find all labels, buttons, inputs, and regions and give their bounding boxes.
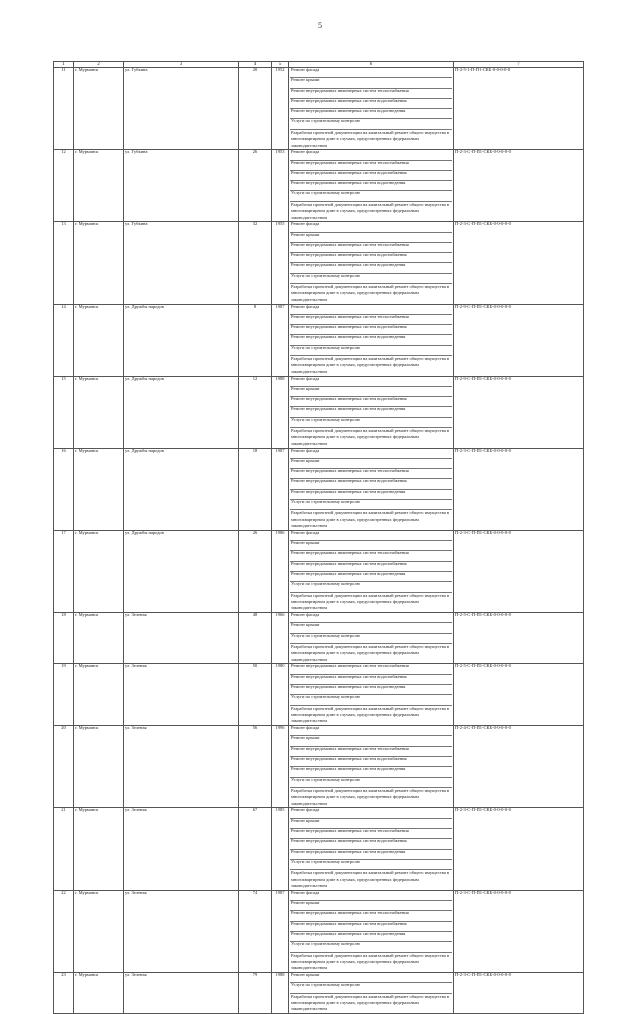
code-cell: П-2-5-С-П-П1-СКБ-0-0-0-0-0 <box>454 613 584 664</box>
year-cell: 1966 <box>272 613 289 664</box>
work-item: Ремонт внутридомовых инженерных систем водоотведения <box>290 181 452 191</box>
work-item: Услуги по строительному контролю <box>290 119 452 129</box>
table-row <box>54 808 584 890</box>
work-item: Услуги по строительному контролю <box>290 274 452 284</box>
work-item: Ремонт внутридомовых инженерных систем водоснабжения <box>290 325 452 335</box>
work-item: Ремонт фасада <box>290 531 452 541</box>
city-cell: г. Мурманск <box>74 808 124 890</box>
house-number-cell: 20 <box>239 68 272 150</box>
column-header: 2 <box>74 62 124 68</box>
work-item: Ремонт внутридомовых инженерных систем водоснабжения <box>290 757 452 767</box>
year-cell: 1952 <box>272 68 289 150</box>
work-item: Ремонт крыши <box>290 819 452 829</box>
column-header: 7 <box>454 62 584 68</box>
work-item: Разработка проектной документации на капитальный ремонт общего имущества в многоквартирном доме в случаях, предусмотренных федеральным законодательством <box>291 592 449 611</box>
work-item: Услуги по строительному контролю <box>290 942 452 952</box>
city-cell: г. Мурманск <box>74 376 124 448</box>
work-item: Разработка проектной документации на капитальный ремонт общего имущества в многоквартирном доме в случаях, предусмотренных федеральным законодательством <box>291 643 449 662</box>
code-cell: П-2-4-С-П-П1-СКБ-0-0-0-0-0 <box>454 726 584 808</box>
house-number-cell: 74 <box>239 890 272 972</box>
year-cell: 1988 <box>272 376 289 448</box>
street-cell: ул. Губкина <box>124 68 239 150</box>
row-number: 13 <box>54 222 74 304</box>
house-number-cell: 50 <box>239 664 272 726</box>
house-number-cell: 8 <box>239 304 272 376</box>
row-number: 14 <box>54 304 74 376</box>
city-cell: г. Мурманск <box>74 726 124 808</box>
work-item: Ремонт фасада <box>290 150 452 160</box>
street-cell: ул. Зеленая <box>124 973 239 1014</box>
street-cell: ул. Зеленая <box>124 613 239 664</box>
work-item: Ремонт внутридомовых инженерных систем теплоснабжения <box>290 243 452 253</box>
work-item: Разработка проектной документации на капитальный ремонт общего имущества в многоквартирном доме в случаях, предусмотренных федеральным законодательством <box>291 705 449 724</box>
code-cell: П-2-3-С-П-П1-СКБ-0-0-0-0-0 <box>454 808 584 890</box>
city-cell: г. Мурманск <box>74 304 124 376</box>
work-item: Услуги по строительному контролю <box>290 191 452 201</box>
work-item: Ремонт внутридомовых инженерных систем водоотведения <box>290 109 452 119</box>
work-item: Ремонт внутридомовых инженерных систем теплоснабжения <box>290 664 452 674</box>
column-header: 4 <box>239 62 272 68</box>
work-item: Ремонт внутридомовых инженерных систем водоснабжения <box>290 99 452 109</box>
year-cell: 1996 <box>272 726 289 808</box>
work-item: Ремонт внутридомовых инженерных систем водоотведения <box>290 335 452 345</box>
work-types-cell <box>289 68 454 150</box>
code-cell: П-2-3-С-П-П1-СКБ-0-0-0-0-0 <box>454 448 584 530</box>
row-number: 11 <box>54 68 74 150</box>
table-row <box>54 222 584 304</box>
work-item: Ремонт фасада <box>290 222 452 232</box>
row-number: 19 <box>54 664 74 726</box>
work-types-cell <box>289 530 454 612</box>
street-cell: ул. Губкина <box>124 150 239 222</box>
city-cell: г. Мурманск <box>74 448 124 530</box>
street-cell: ул. Дружбы народов <box>124 304 239 376</box>
code-cell: П-2-9-С-П-П1-СКБ-0-0-0-0-0 <box>454 376 584 448</box>
city-cell: г. Мурманск <box>74 973 124 1014</box>
work-item: Ремонт крыши <box>290 736 452 746</box>
work-item: Услуги по строительному контролю <box>290 418 452 428</box>
row-number: 23 <box>54 973 74 1014</box>
house-number-cell: 18 <box>239 448 272 530</box>
city-cell: г. Мурманск <box>74 150 124 222</box>
column-header: 6 <box>289 62 454 68</box>
work-item: Услуги по строительному контролю <box>290 500 452 510</box>
work-item: Ремонт фасада <box>290 449 452 459</box>
work-item: Ремонт внутридомовых инженерных систем теплоснабжения <box>290 551 452 561</box>
city-cell: г. Мурманск <box>74 68 124 150</box>
house-number-cell: 56 <box>239 726 272 808</box>
row-number: 17 <box>54 530 74 612</box>
work-item: Ремонт крыши <box>290 78 452 88</box>
work-types-cell <box>289 304 454 376</box>
work-item: Ремонт внутридомовых инженерных систем теплоснабжения <box>290 911 452 921</box>
work-item: Услуги по строительному контролю <box>290 582 452 592</box>
work-item: Ремонт крыши <box>290 233 452 243</box>
code-cell: П-2-3-С-П-П1-СКБ-0-0-0-0-0 <box>454 530 584 612</box>
work-item: Ремонт внутридомовых инженерных систем теплоснабжения <box>290 89 452 99</box>
house-number-cell: 48 <box>239 613 272 664</box>
table-row <box>54 530 584 612</box>
street-cell: ул. Зеленая <box>124 664 239 726</box>
work-item: Ремонт внутридомовых инженерных систем водоснабжения <box>290 479 452 489</box>
code-cell: П-2-5-1-П-П1-СКБ-0-0-0-0-0 <box>454 68 584 150</box>
work-item: Ремонт фасада <box>290 808 452 818</box>
work-item: Ремонт внутридомовых инженерных систем водоснабжения <box>290 171 452 181</box>
work-item: Ремонт внутридомовых инженерных систем водоснабжения <box>290 397 452 407</box>
repair-register-table <box>53 61 584 1014</box>
work-item: Услуги по строительному контролю <box>290 695 452 705</box>
code-cell: П-2-3-С-П-П1-СКБ-0-0-0-0-0 <box>454 890 584 972</box>
work-item: Ремонт фасада <box>290 305 452 315</box>
work-item: Ремонт фасада <box>290 891 452 901</box>
house-number-cell: 26 <box>239 150 272 222</box>
work-item: Ремонт внутридомовых инженерных систем водоотведения <box>290 263 452 273</box>
house-number-cell: 32 <box>239 222 272 304</box>
column-header: 5 <box>272 62 289 68</box>
table-row <box>54 68 584 150</box>
city-cell: г. Мурманск <box>74 890 124 972</box>
house-number-cell: 12 <box>239 376 272 448</box>
work-item: Ремонт фасада <box>290 726 452 736</box>
code-cell: П-2-3-С-П-П1-СКБ-0-0-0-0-0 <box>454 973 584 1014</box>
table-row <box>54 664 584 726</box>
row-number: 18 <box>54 613 74 664</box>
year-cell: 1985 <box>272 808 289 890</box>
city-cell: г. Мурманск <box>74 222 124 304</box>
work-types-cell <box>289 448 454 530</box>
year-cell: 1987 <box>272 448 289 530</box>
street-cell: ул. Дружбы народов <box>124 448 239 530</box>
street-cell: ул. Зеленая <box>124 726 239 808</box>
work-item: Ремонт внутридомовых инженерных систем водоснабжения <box>290 922 452 932</box>
work-item: Ремонт внутридомовых инженерных систем водоотведения <box>290 767 452 777</box>
year-cell: 1987 <box>272 304 289 376</box>
work-item: Ремонт внутридомовых инженерных систем водоотведения <box>290 572 452 582</box>
house-number-cell: 79 <box>239 973 272 1014</box>
table-row <box>54 376 584 448</box>
street-cell: ул. Дружбы народов <box>124 530 239 612</box>
code-cell: П-2-5-С-П-П1-СКБ-0-0-0-0-0 <box>454 664 584 726</box>
work-item: Ремонт крыши <box>290 459 452 469</box>
work-item: Ремонт внутридомовых инженерных систем водоотведения <box>290 932 452 942</box>
work-item: Ремонт внутридомовых инженерных систем водоотведения <box>290 490 452 500</box>
year-cell: 1986 <box>272 530 289 612</box>
work-item: Ремонт внутридомовых инженерных систем теплоснабжения <box>290 469 452 479</box>
work-item: Услуги по строительному контролю <box>290 983 452 993</box>
code-cell: П-2-3-С-П-П1-СКБ-0-0-0-0-0 <box>454 150 584 222</box>
table-row <box>54 973 584 1014</box>
table-row <box>54 726 584 808</box>
row-number: 12 <box>54 150 74 222</box>
city-cell: г. Мурманск <box>74 613 124 664</box>
work-item: Ремонт внутридомовых инженерных систем водоснабжения <box>290 562 452 572</box>
table-row <box>54 304 584 376</box>
work-types-cell <box>289 973 454 1014</box>
page-number: 5 <box>318 21 322 30</box>
work-types-cell <box>289 613 454 664</box>
work-item: Разработка проектной документации на капитальный ремонт общего имущества в многоквартирном доме в случаях, предусмотренных федеральным законодательством <box>291 129 449 148</box>
work-item: Ремонт фасада <box>290 377 452 387</box>
work-types-cell <box>289 664 454 726</box>
work-item: Разработка проектной документации на капитальный ремонт общего имущества в многоквартирном доме в случаях, предусмотренных федеральным законодательством <box>291 201 449 220</box>
work-item: Разработка проектной документации на капитальный ремонт общего имущества в многоквартирном доме в случаях, предусмотренных федеральным законодательством <box>291 870 449 889</box>
work-item: Разработка проектной документации на капитальный ремонт общего имущества в многоквартирном доме в случаях, предусмотренных федеральным законодательством <box>291 284 449 302</box>
row-number: 21 <box>54 808 74 890</box>
work-types-cell <box>289 808 454 890</box>
work-item: Услуги по строительному контролю <box>290 634 452 644</box>
column-header: 1 <box>54 62 74 68</box>
work-item: Услуги по строительному контролю <box>290 860 452 870</box>
table-row <box>54 150 584 222</box>
city-cell: г. Мурманск <box>74 664 124 726</box>
work-item: Разработка проектной документации на капитальный ремонт общего имущества в многоквартирном доме в случаях, предусмотренных федеральным законодательством <box>291 787 449 806</box>
street-cell: ул. Зеленая <box>124 890 239 972</box>
work-item: Ремонт крыши <box>290 387 452 397</box>
year-cell: 1980 <box>272 664 289 726</box>
house-number-cell: 67 <box>239 808 272 890</box>
row-number: 15 <box>54 376 74 448</box>
work-item: Ремонт фасада <box>290 613 452 623</box>
work-item: Разработка проектной документации на капитальный ремонт общего имущества в многоквартирном доме в случаях, предусмотренных федеральным законодательством <box>291 952 449 971</box>
work-types-cell <box>289 726 454 808</box>
year-cell: 1953 <box>272 150 289 222</box>
work-types-cell <box>289 376 454 448</box>
work-item: Ремонт внутридомовых инженерных систем водоснабжения <box>290 839 452 849</box>
street-cell: ул. Зеленая <box>124 808 239 890</box>
work-item: Ремонт крыши <box>290 623 452 633</box>
table-row <box>54 890 584 972</box>
row-number: 22 <box>54 890 74 972</box>
year-cell: 1987 <box>272 890 289 972</box>
work-item: Разработка проектной документации на капитальный ремонт общего имущества в многоквартирном доме в случаях, предусмотренных федеральным законодательством <box>291 993 449 1012</box>
table-row <box>54 613 584 664</box>
work-item: Ремонт внутридомовых инженерных систем теплоснабжения <box>290 829 452 839</box>
work-item: Ремонт внутридомовых инженерных систем водоотведения <box>290 407 452 417</box>
work-item: Разработка проектной документации на капитальный ремонт общего имущества в многоквартирном доме в случаях, предусмотренных федеральным законодательством <box>291 510 449 529</box>
work-types-cell <box>289 890 454 972</box>
work-types-cell <box>289 150 454 222</box>
work-item: Услуги по строительному контролю <box>290 778 452 788</box>
work-item: Ремонт внутридомовых инженерных систем водоотведения <box>290 850 452 860</box>
work-types-cell <box>289 222 454 304</box>
year-cell: 1955 <box>272 222 289 304</box>
work-item: Ремонт крыши <box>290 901 452 911</box>
work-item: Ремонт внутридомовых инженерных систем теплоснабжения <box>290 747 452 757</box>
street-cell: ул. Дружбы народов <box>124 376 239 448</box>
work-item: Ремонт крыши <box>290 541 452 551</box>
work-item: Ремонт внутридомовых инженерных систем теплоснабжения <box>290 315 452 325</box>
work-item: Разработка проектной документации на капитальный ремонт общего имущества в многоквартирном доме в случаях, предусмотренных федеральным законодательством <box>291 428 449 446</box>
year-cell: 1988 <box>272 973 289 1014</box>
work-item: Ремонт внутридомовых инженерных систем водоснабжения <box>290 675 452 685</box>
work-item: Разработка проектной документации на капитальный ремонт общего имущества в многоквартирном доме в случаях, предусмотренных федеральным законодательством <box>291 356 449 374</box>
house-number-cell: 26 <box>239 530 272 612</box>
work-item: Ремонт крыши <box>290 973 452 983</box>
row-number: 20 <box>54 726 74 808</box>
column-header: 3 <box>124 62 239 68</box>
table-row <box>54 448 584 530</box>
work-item: Ремонт внутридомовых инженерных систем теплоснабжения <box>290 161 452 171</box>
code-cell: П-2-3-С-П-П1-СКБ-0-0-0-0-0 <box>454 222 584 304</box>
city-cell: г. Мурманск <box>74 530 124 612</box>
code-cell: П-2-9-С-П-П1-СКБ-0-0-0-0-0 <box>454 304 584 376</box>
work-item: Ремонт фасада <box>290 68 452 78</box>
work-item: Ремонт внутридомовых инженерных систем водоотведения <box>290 685 452 695</box>
row-number: 16 <box>54 448 74 530</box>
table-body <box>54 68 584 1014</box>
work-item: Услуги по строительному контролю <box>290 346 452 356</box>
work-item: Ремонт внутридомовых инженерных систем водоснабжения <box>290 253 452 263</box>
street-cell: ул. Губкина <box>124 222 239 304</box>
